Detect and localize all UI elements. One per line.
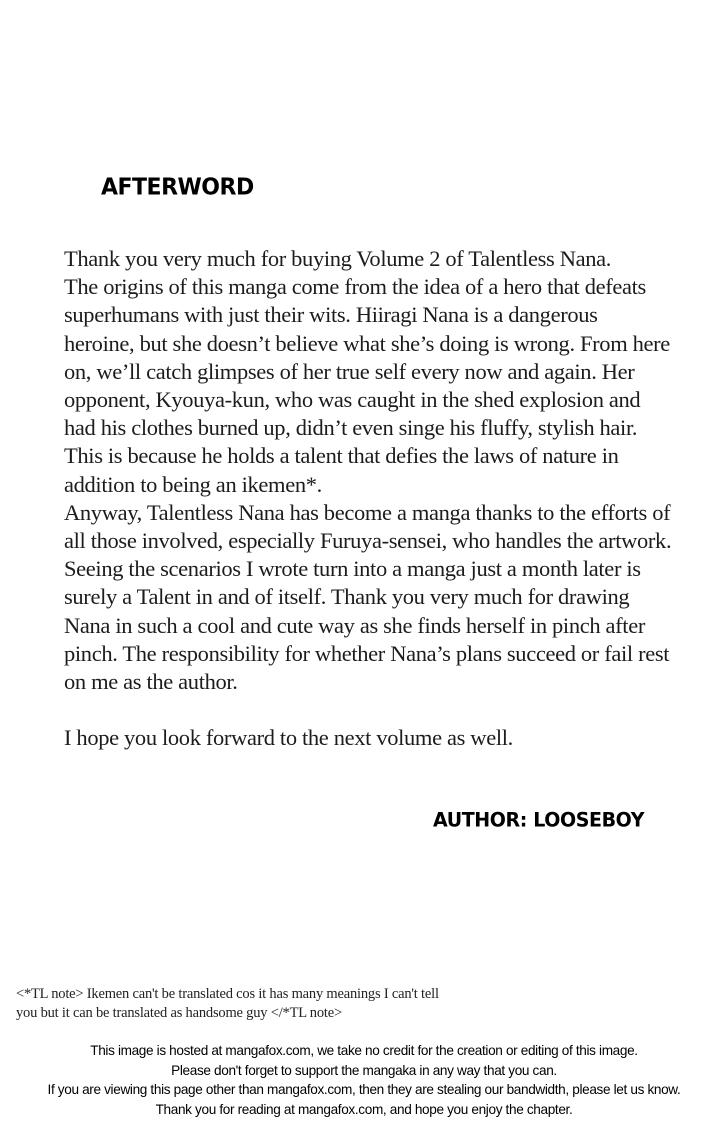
text-line: Thank you very much for buying Volume 2 of Talentless Nana.: [64, 246, 612, 271]
text-line: superhumans with just their wits. Hiiragi Nana is a dangerous: [64, 302, 598, 328]
tl-note-line: you but it can be translated as handsome guy </*TL note>: [16, 1005, 342, 1021]
translator-note: [16, 985, 516, 1023]
text-line: The origins of this manga come from the idea of a hero that defeats: [64, 274, 646, 300]
hosting-disclaimer: [0, 1041, 728, 1119]
tl-note-line: <*TL note> Ikemen can't be translated cos it has many meanings I can't tell: [16, 986, 439, 1002]
afterword-body: [64, 245, 704, 753]
paragraph-3: [64, 724, 704, 752]
disclaimer-line: Please don't forget to support the mangaka in any way that you can.: [171, 1062, 557, 1078]
text-line: all those involved, especially Furuya-sensei, who handles the artwork.: [64, 528, 672, 554]
text-line: Anyway, Talentless Nana has become a manga thanks to the efforts of: [64, 499, 671, 525]
text-line: on, we’ll catch glimpses of her true self every now and again. Her: [64, 358, 635, 384]
text-line: on me as the author.: [64, 669, 238, 695]
disclaimer-line: If you are viewing this page other than mangafox.com, then they are stealing our bandwidth, please let us know.: [47, 1082, 681, 1097]
text-line: heroine, but she doesn’t believe what she’s doing is wrong. From here: [64, 330, 670, 356]
text-line: I hope you look forward to the next volume as well.: [64, 725, 513, 751]
text-line: pinch. The responsibility for whether Nana’s plans succeed or fail rest: [64, 640, 670, 666]
disclaimer-line: This image is hosted at mangafox.com, we take no credit for the creation or editing of this image.: [90, 1043, 638, 1058]
text-line: Seeing the scenarios I wrote turn into a manga just a month later is: [64, 556, 641, 582]
disclaimer-line: Thank you for reading at mangafox.com, and hope you enjoy the chapter.: [155, 1101, 573, 1117]
text-line: opponent, Kyouya-kun, who was caught in the shed explosion and: [64, 387, 641, 413]
author-signature: AUTHOR: LOOSEBOY: [433, 808, 645, 832]
text-line: Nana in such a cool and cute way as she finds herself in pinch after: [64, 612, 645, 638]
text-line: addition to being an ikemen*.: [64, 471, 322, 497]
text-line: This is because he holds a talent that defies the laws of nature in: [64, 443, 619, 469]
paragraph-1: [64, 245, 704, 499]
text-line: had his clothes burned up, didn’t even singe his fluffy, stylish hair.: [64, 415, 638, 441]
afterword-heading: AFTERWORD: [101, 174, 254, 201]
text-line: surely a Talent in and of itself. Thank you very much for drawing: [64, 584, 630, 610]
paragraph-gap: [64, 696, 704, 724]
paragraph-2: [64, 499, 704, 696]
